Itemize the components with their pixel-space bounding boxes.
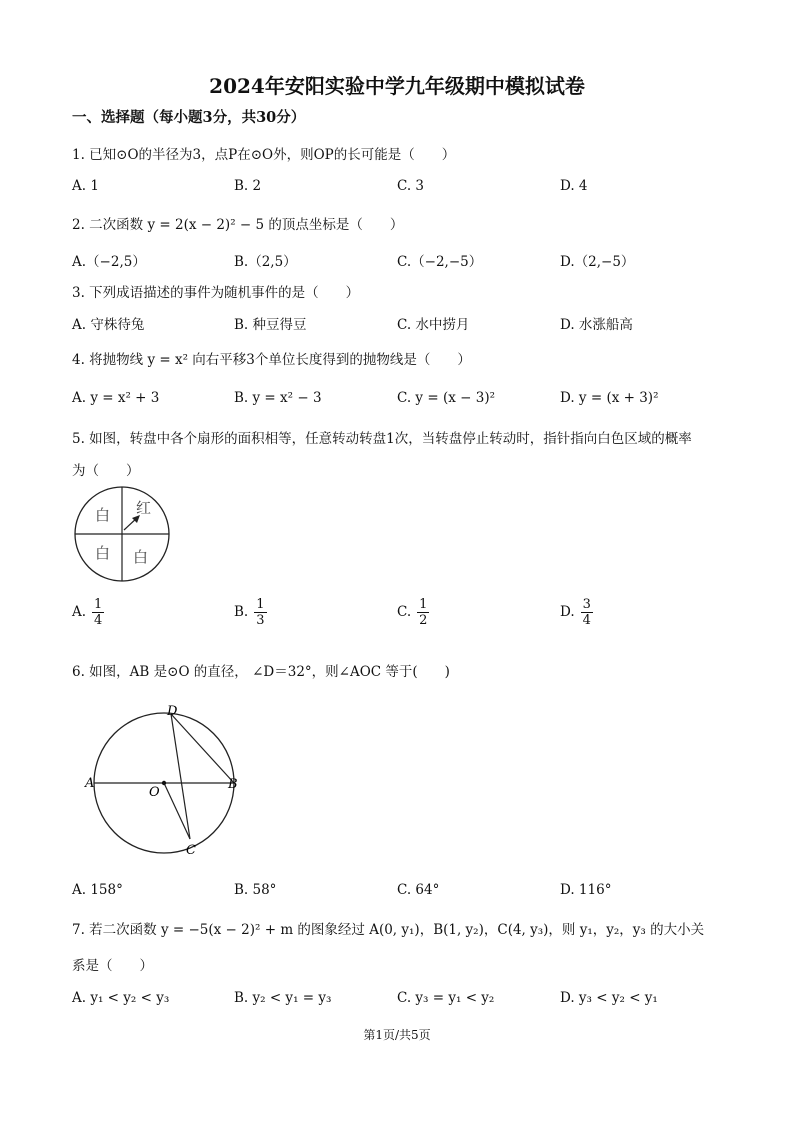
- q1-option-a: A. 1: [72, 178, 99, 194]
- q1-option-d: D. 4: [560, 178, 588, 194]
- q7-option-a: A. y₁ < y₂ < y₃: [72, 990, 170, 1006]
- q7-option-c: C. y₃ = y₁ < y₂: [397, 990, 495, 1006]
- q5-option-c: C. $\frac{1}{2}$: [397, 597, 428, 628]
- q5-option-b: B. $\frac{1}{3}$: [234, 597, 265, 628]
- q2-option-c: C.（−2,−5）: [397, 254, 483, 270]
- spinner-figure: [68, 485, 178, 585]
- label-o: O: [149, 785, 160, 800]
- q4-option-c: C. y = (x − 3)²: [397, 390, 495, 406]
- spinner-label-bottom-left: 白: [95, 544, 111, 562]
- question-5-stem-line2: 为（ ）: [72, 463, 140, 479]
- q6-option-a: A. 158°: [72, 882, 123, 898]
- question-2-stem: 2. 二次函数 y = 2(x − 2)² − 5 的顶点坐标是（ ）: [72, 217, 404, 233]
- circle-geometry-figure: [80, 698, 250, 866]
- page-title: 2024年安阳实验中学九年级期中模拟试卷: [209, 74, 585, 98]
- question-6-stem: 6. 如图，AB 是⊙O 的直径， ∠D＝32°，则∠AOC 等于( ): [72, 664, 450, 680]
- q3-option-c: C. 水中捞月: [397, 317, 470, 333]
- q6-option-b: B. 58°: [234, 882, 277, 898]
- q3-option-b: B. 种豆得豆: [234, 317, 307, 333]
- spinner-label-top-left: 白: [95, 506, 111, 524]
- q7-option-b: B. y₂ < y₁ = y₃: [234, 990, 332, 1006]
- page-footer: 第1页/共5页: [363, 1028, 431, 1042]
- question-5-stem-line1: 5. 如图，转盘中各个扇形的面积相等，任意转动转盘1次，当转盘停止转动时，指针指向白色区域的概率: [72, 431, 692, 447]
- q2-option-b: B.（2,5）: [234, 254, 297, 270]
- question-3-stem: 3. 下列成语描述的事件为随机事件的是（ ）: [72, 285, 360, 301]
- question-1-stem: 1. 已知⊙O的半径为3，点P在⊙O外，则OP的长可能是（ ）: [72, 147, 456, 163]
- q1-option-c: C. 3: [397, 178, 425, 194]
- q4-option-d: D. y = (x + 3)²: [560, 390, 659, 406]
- question-4-stem: 4. 将抛物线 y = x² 向右平移3个单位长度得到的抛物线是（ ）: [72, 352, 471, 368]
- q7-option-d: D. y₃ < y₂ < y₁: [560, 990, 658, 1006]
- q5-option-a: A. $\frac{1}{4}$: [72, 597, 103, 628]
- q6-option-d: D. 116°: [560, 882, 612, 898]
- question-7-stem-line1: 7. 若二次函数 y = −5(x − 2)² + m 的图象经过 A(0, y₁)，B(1, y₂)，C(4, y₃)，则 y₁，y₂，y₃ 的大小关: [72, 922, 705, 938]
- label-c: C: [186, 843, 196, 858]
- q4-option-b: B. y = x² − 3: [234, 390, 322, 406]
- label-b: B: [228, 777, 238, 792]
- spinner-label-bottom-right: 白: [133, 548, 149, 566]
- label-d: D: [167, 704, 178, 719]
- q5-option-d: D. $\frac{3}{4}$: [560, 597, 591, 628]
- q3-option-d: D. 水涨船高: [560, 317, 633, 333]
- q4-option-a: A. y = x² + 3: [72, 390, 160, 406]
- label-a: A: [85, 776, 95, 791]
- spinner-label-top-right: 红: [136, 499, 152, 517]
- q3-option-a: A. 守株待兔: [72, 317, 145, 333]
- q2-option-a: A.（−2,5）: [72, 254, 146, 270]
- chord-dc: [171, 714, 190, 839]
- section-heading: 一、选择题（每小题3分，共30分）: [72, 109, 306, 126]
- center-point: [162, 781, 166, 785]
- question-7-stem-line2: 系是（ ）: [72, 958, 153, 974]
- q1-option-b: B. 2: [234, 178, 262, 194]
- q6-option-c: C. 64°: [397, 882, 440, 898]
- q2-option-d: D.（2,−5）: [560, 254, 635, 270]
